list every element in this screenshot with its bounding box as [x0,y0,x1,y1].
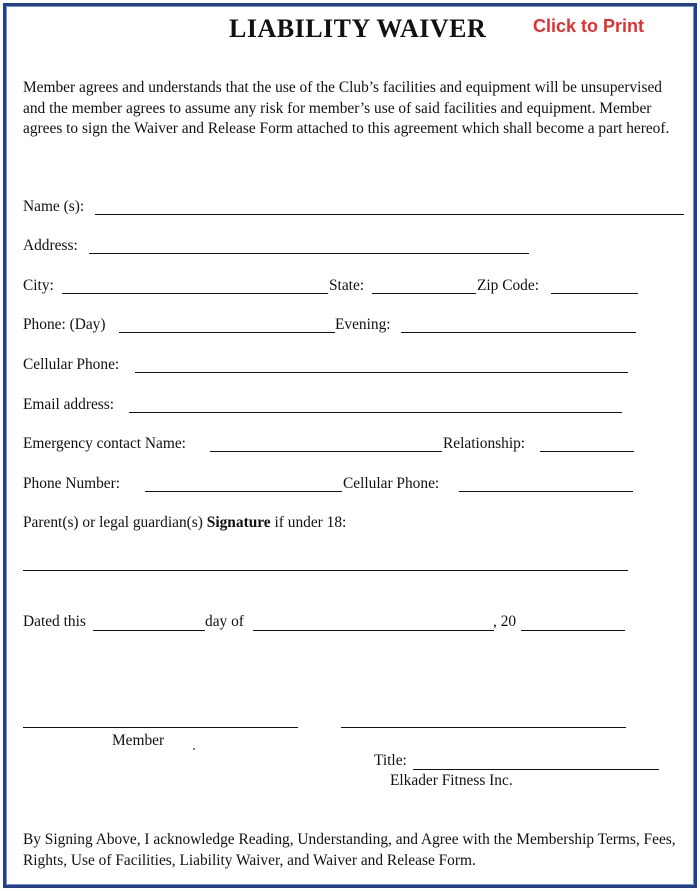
phone-day-input-line[interactable] [119,332,335,333]
dated-day-input-line[interactable] [93,630,205,631]
witness-signature-line[interactable] [341,727,626,728]
email-label: Email address: [23,396,115,413]
cellular-input-line[interactable] [135,372,628,373]
dated-month-input-line[interactable] [253,630,494,631]
address-input-line[interactable] [89,253,529,254]
address-label: Address: [23,237,78,254]
intro-paragraph: Member agrees and understands that the use of the Club’s facilities and equipment will be unsupervised and the member agrees to assume any risk for member’s use of said facilities and equipment. Member agrees to sign the Waiver and Release Form attached to this agreement which shall become a part hereof. [23,79,670,137]
phone-number-input-line[interactable] [145,491,342,492]
acknowledgement-text: By Signing Above, I acknowledge Reading, Understanding, and Agree with the Membership Terms, Fees, Rights, Use of Facilities, Liability Waiver, and Waiver and Release Form. [23,831,676,869]
city-label: City: [23,277,54,294]
emergency-name-input-line[interactable] [210,451,442,452]
company-name: Elkader Fitness Inc. [390,772,513,789]
member-signature-line[interactable] [23,727,298,728]
cellular2-input-line[interactable] [459,491,633,492]
evening-input-line[interactable] [401,332,636,333]
click-to-print-link[interactable]: Click to Print [533,16,645,36]
guardian-signature-line[interactable] [23,570,628,571]
names-label: Name (s): [23,198,85,215]
title-label: Title: [374,752,407,769]
zip-label: Zip Code: [477,277,539,294]
names-input-line[interactable] [95,214,684,215]
state-input-line[interactable] [372,293,476,294]
guardian-label-signature: Signature [206,514,271,531]
email-input-line[interactable] [129,412,622,413]
dated-year-input-line[interactable] [521,630,625,631]
state-label: State: [329,277,365,294]
evening-label: Evening: [335,316,391,333]
page-title: LIABILITY WAIVER [229,14,487,43]
title-input-line[interactable] [413,769,659,770]
zip-input-line[interactable] [551,293,638,294]
day-of-label: day of [205,613,244,630]
year-prefix-label: , 20 [493,613,517,630]
guardian-label-suffix: if under 18: [274,514,347,531]
member-caption: Member [112,732,165,749]
cellular-label: Cellular Phone: [23,356,120,373]
guardian-label-prefix: Parent(s) or legal guardian(s) [23,514,203,531]
cellular2-label: Cellular Phone: [343,475,440,492]
relationship-input-line[interactable] [540,451,634,452]
scan-speck [193,748,195,750]
dated-this-label: Dated this [23,613,86,630]
relationship-label: Relationship: [443,435,526,452]
city-input-line[interactable] [62,293,328,294]
guardian-row [23,514,346,532]
phone-day-label: Phone: (Day) [23,316,106,333]
phone-number-label: Phone Number: [23,475,121,492]
emergency-name-label: Emergency contact Name: [23,435,186,452]
